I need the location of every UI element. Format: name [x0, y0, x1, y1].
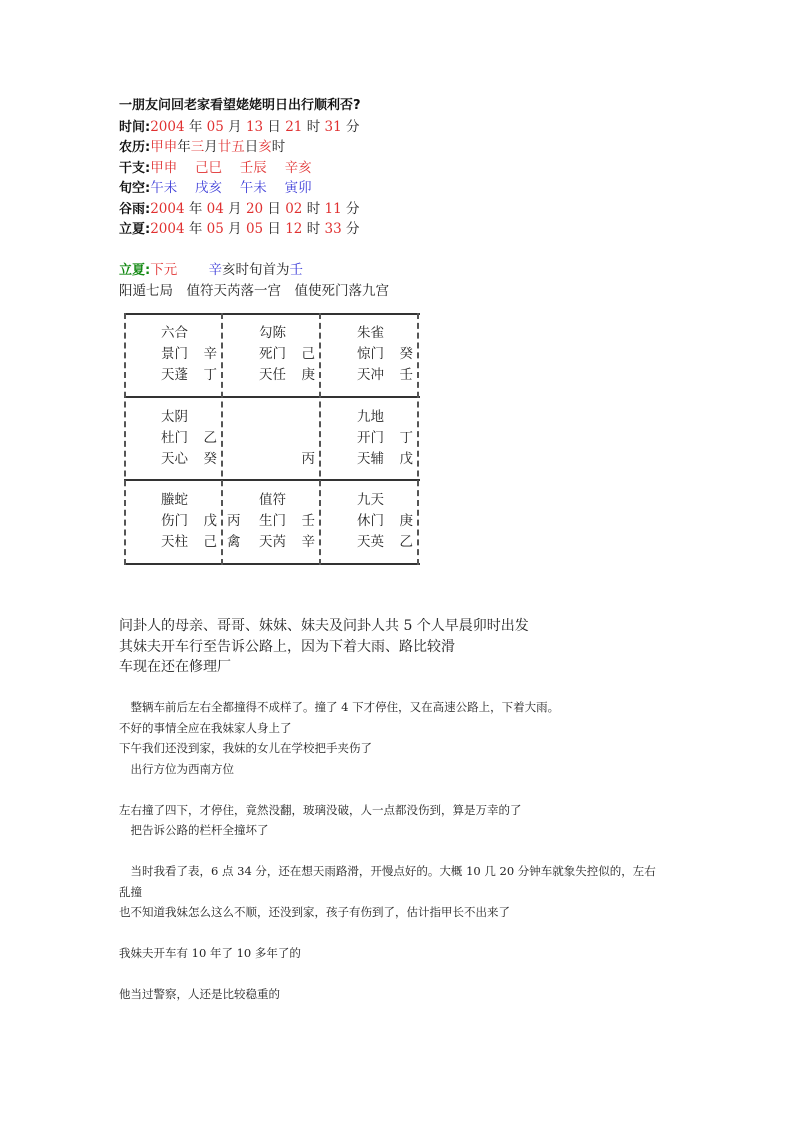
xunkong-line: 旬空:午未 戌亥 午未 寅卯 [119, 180, 312, 196]
paragraph: 也不知道我妹怎么这么不顺，还没到家，孩子有伤到了，估计指甲长不出来了 [119, 905, 510, 919]
palace-cell: 九天 休门 庚 天英 乙 [357, 492, 413, 550]
palace-cell: 六合 景门 辛 天蓬 丁 [161, 325, 217, 383]
grid-bottom-border [124, 563, 420, 565]
lixia-yuan-label: 立夏: [119, 262, 151, 278]
qimen-grid [124, 313, 420, 565]
ju-line: 阳遁七局 值符天芮落一宫 值使死门落九宫 [119, 283, 389, 299]
paragraph: 当时我看了表，6 点 34 分，还在想天雨路滑，开慢点好的。大概 10 几 20 分钟车就象失控似的，左右 [119, 864, 656, 878]
paragraph: 出行方位为西南方位 [119, 761, 234, 776]
time-line: 时间:2004 年 05 月 13 日 21 时 31 分 [119, 118, 360, 135]
paragraph: 左右撞了四下，才停住，竟然没翻，玻璃没破，人一点都没伤到，算是万幸的了 [119, 802, 522, 817]
blank-line [119, 779, 679, 800]
blank-line [119, 841, 679, 862]
paragraph: 车现在还在修理厂 [119, 659, 231, 675]
palace-cell: 勾陈 死门 己 天任 庚 [259, 325, 315, 383]
lixia-line: 立夏:2004 年 05 月 05 日 12 时 33 分 [119, 221, 360, 237]
paragraph: 整辆车前后左右全都撞得不成样了。撞了 4 下才停住，又在高速公路上，下着大雨。 [119, 700, 560, 714]
ganzhi-line: 干支:甲申 己巳 壬辰 辛亥 [119, 159, 312, 176]
paragraph: 问卦人的母亲、哥哥、妹妹、妹夫及问卦人共 5 个人早晨卯时出发 [119, 618, 529, 634]
story-summary [119, 616, 529, 678]
palace-cell: 九地 开门 丁 天辅 戊 [357, 409, 413, 467]
paragraph: 其妹夫开车行至告诉公路上，因为下着大雨、路比较滑 [119, 638, 455, 655]
palace-cell-center: 丙 [301, 451, 315, 467]
paragraph: 不好的事情全应在我妹家人身上了 [119, 720, 292, 735]
lixia-label: 立夏: [119, 222, 151, 237]
lunar-line: 农历:甲申年三月廿五日亥时 [119, 139, 286, 155]
paragraph: 把告诉公路的栏杆全撞坏了 [119, 823, 269, 837]
blank-line [119, 923, 679, 944]
guyu-line: 谷雨:2004 年 04 月 20 日 02 时 11 分 [119, 200, 360, 217]
lunar-label: 农历: [119, 140, 151, 155]
grid-divider-1 [124, 396, 420, 398]
story-details [119, 697, 679, 1005]
paragraph: 下午我们还没到家，我妹的女儿在学校把手夹伤了 [119, 741, 372, 755]
time-label: 时间: [119, 119, 151, 135]
palace-cell: 太阴 杜门 乙 天心 癸 [161, 409, 217, 467]
lixia-yuan-line: 立夏:下元 辛亥时旬首为壬 [119, 261, 303, 278]
xunkong-label: 旬空: [119, 181, 151, 196]
paragraph: 乱撞 [119, 884, 142, 899]
grid-top-border [124, 313, 420, 315]
ganzhi-label: 干支: [119, 160, 151, 176]
paragraph: 我妹夫开车有 10 年了 10 多年了的 [119, 946, 301, 960]
page-title: 一朋友问回老家看望姥姥明日出行顺利否? [119, 98, 361, 113]
guyu-label: 谷雨: [119, 201, 151, 217]
grid-divider-2 [124, 479, 420, 481]
document-header [119, 96, 679, 302]
palace-cell: 螣蛇 伤门 戊 天柱 己 [161, 492, 217, 550]
palace-cell: 朱雀 惊门 癸 天冲 壬 [357, 325, 413, 383]
paragraph: 他当过警察，人还是比较稳重的 [119, 987, 280, 1001]
blank-line [119, 964, 679, 985]
palace-cell: 值符 丙 生门 壬 禽 天芮 辛 [227, 492, 315, 550]
